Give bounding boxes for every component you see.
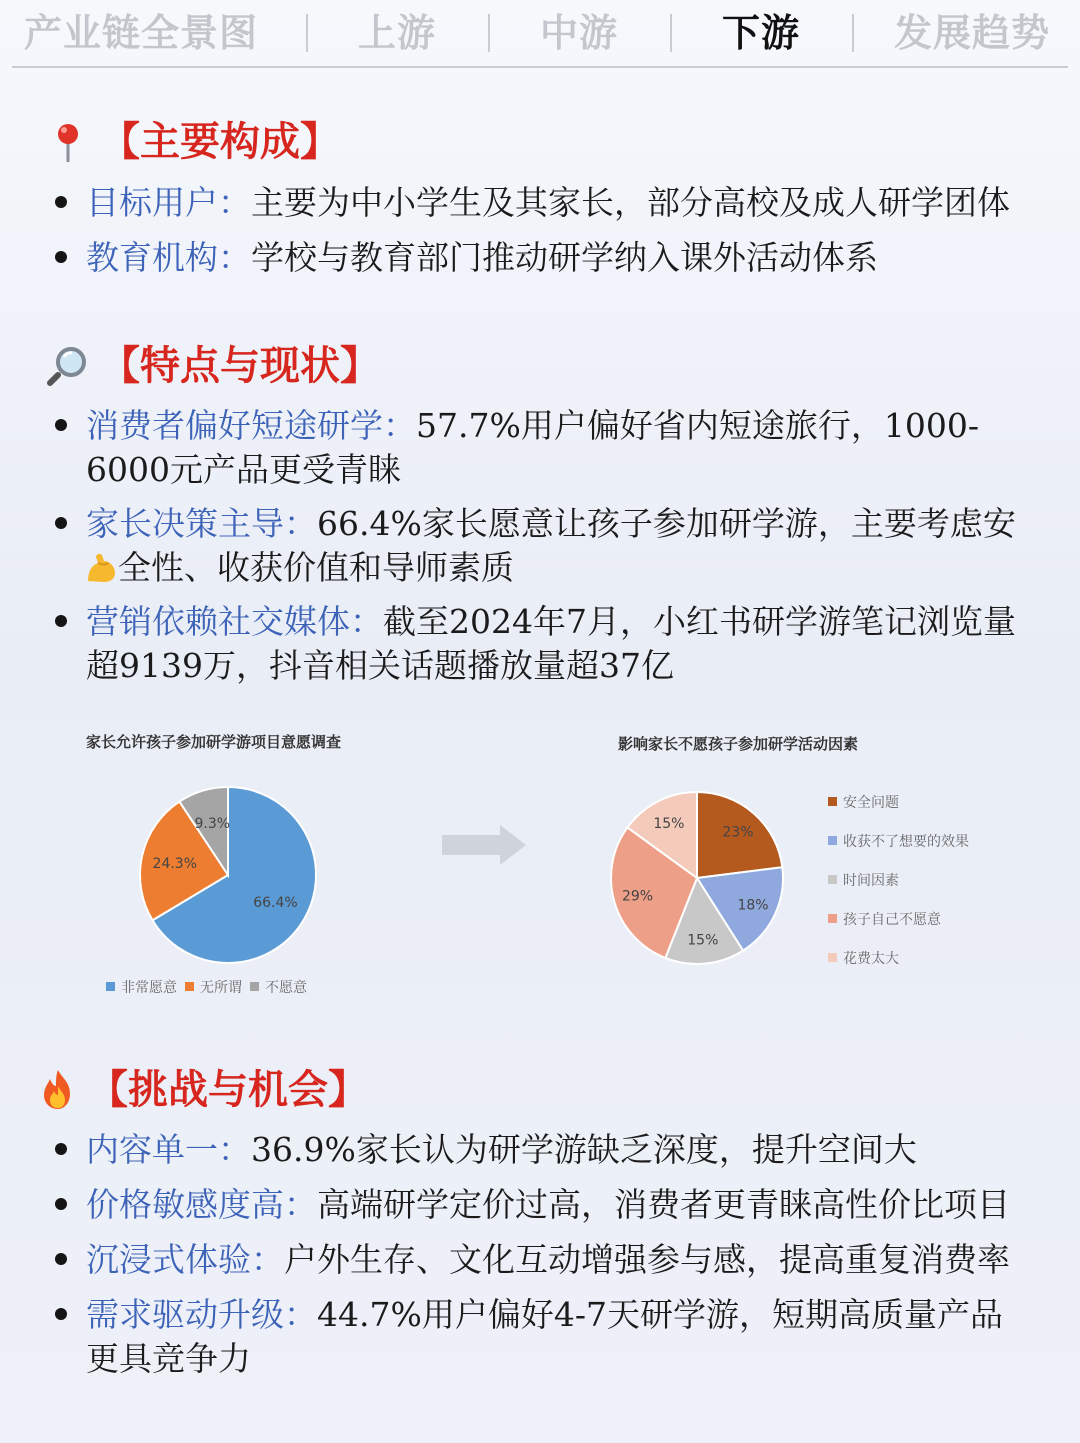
pie-data-label: 66.4% <box>253 894 298 911</box>
item-label: 价格敏感度高： <box>86 1185 317 1224</box>
pie-data-label: 9.3% <box>194 815 231 832</box>
bullet-dot <box>55 517 67 529</box>
item-text: 44.7%用户偏好4-7天研学游，短期高质量产品 <box>317 1295 1003 1334</box>
legend-entry <box>828 831 969 851</box>
chart-title-right: 影响家长不愿孩子参加研学活动因素 <box>618 735 859 753</box>
list-item <box>50 181 1040 225</box>
item-label: 需求驱动升级： <box>86 1295 317 1334</box>
legend-entry <box>250 977 307 997</box>
pie-data-label: 29% <box>621 888 654 905</box>
item-label: 目标用户： <box>86 183 251 222</box>
legend-label: 孩子自己不愿意 <box>843 912 941 928</box>
pie-data-label: 23% <box>722 824 754 841</box>
pie-chart-willingness <box>98 770 358 990</box>
bullet-dot <box>55 1253 67 1265</box>
bullet-dot <box>55 1143 67 1155</box>
fire-icon <box>36 1068 80 1112</box>
legend-swatch <box>828 953 837 962</box>
chart-legend-left <box>106 977 315 997</box>
legend-swatch <box>828 875 837 884</box>
item-text: 36.9%家长认为研学游缺乏深度，提升空间大 <box>251 1130 917 1169</box>
legend-label: 不愿意 <box>265 980 307 996</box>
top-nav <box>12 0 1068 68</box>
bullet-dot <box>55 1308 67 1320</box>
item-label: 家长决策主导： <box>86 504 317 543</box>
legend-entry <box>828 792 969 812</box>
tab-divider <box>670 14 672 52</box>
list-item <box>50 1128 1040 1172</box>
tab-industry-chain[interactable]: 产业链全景图 <box>24 10 259 55</box>
legend-label: 时间因素 <box>843 873 899 889</box>
flexed-biceps-icon <box>84 551 118 585</box>
bullet-dot <box>55 615 67 627</box>
legend-swatch <box>828 836 837 845</box>
legend-entry <box>185 977 242 997</box>
pie-data-label: 18% <box>737 897 769 914</box>
item-label: 内容单一： <box>86 1130 251 1169</box>
tab-upstream[interactable]: 上游 <box>358 10 437 55</box>
bullet-dot <box>55 419 67 431</box>
legend-swatch <box>828 797 837 806</box>
pin-icon <box>48 120 92 164</box>
magnifier-icon <box>46 343 90 387</box>
section-heading-features: 【特点与现状】 <box>100 342 380 389</box>
legend-entry <box>828 909 969 929</box>
bullet-dot <box>55 251 67 263</box>
tab-divider <box>488 14 490 52</box>
legend-entry <box>106 977 177 997</box>
section-heading-challenges: 【挑战与机会】 <box>88 1066 368 1113</box>
item-text-cont: 6000元产品更受青睐 <box>86 450 401 489</box>
tab-trends[interactable]: 发展趋势 <box>894 10 1051 55</box>
pie-data-label: 15% <box>687 932 719 949</box>
arrow-right-icon <box>440 823 530 867</box>
tab-divider <box>852 14 854 52</box>
legend-swatch <box>185 982 194 991</box>
list-item <box>50 236 1040 280</box>
legend-label: 非常愿意 <box>121 980 177 996</box>
pie-chart-factors <box>597 778 797 978</box>
legend-entry <box>828 948 969 968</box>
bullet-dot <box>55 196 67 208</box>
list-item <box>50 600 1040 688</box>
list-item <box>50 502 1040 590</box>
item-text-cont: 全性、收获价值和导师素质 <box>118 548 514 587</box>
legend-label: 收获不了想要的效果 <box>843 834 969 850</box>
section-heading-composition: 【主要构成】 <box>100 118 340 165</box>
legend-entry <box>828 870 969 890</box>
legend-swatch <box>828 914 837 923</box>
item-text-cont: 更具竞争力 <box>86 1339 251 1378</box>
item-label: 营销依赖社交媒体： <box>86 602 383 641</box>
item-text: 高端研学定价过高，消费者更青睐高性价比项目 <box>317 1185 1010 1224</box>
item-label: 消费者偏好短途研学： <box>86 406 416 445</box>
item-label: 教育机构： <box>86 238 251 277</box>
tab-midstream[interactable]: 中游 <box>540 10 619 55</box>
item-text: 户外生存、文化互动增强参与感，提高重复消费率 <box>284 1240 1010 1279</box>
bullet-dot <box>55 1198 67 1210</box>
chart-legend-right <box>828 792 969 987</box>
list-item <box>50 1183 1040 1227</box>
chart-title-left: 家长允许孩子参加研学游项目意愿调查 <box>86 733 342 751</box>
legend-label: 花费太大 <box>843 951 899 967</box>
item-text: 66.4%家长愿意让孩子参加研学游，主要考虑安 <box>317 504 1016 543</box>
pie-data-label: 15% <box>653 815 685 832</box>
legend-label: 无所谓 <box>200 980 242 996</box>
item-text: 主要为中小学生及其家长，部分高校及成人研学团体 <box>251 183 1010 222</box>
item-text: 学校与教育部门推动研学纳入课外活动体系 <box>251 238 878 277</box>
list-item <box>50 1238 1040 1282</box>
tab-downstream[interactable]: 下游 <box>722 10 801 55</box>
list-item <box>50 404 1040 492</box>
list-item <box>50 1293 1040 1381</box>
tab-divider <box>306 14 308 52</box>
legend-swatch <box>250 982 259 991</box>
item-label: 沉浸式体验： <box>86 1240 284 1279</box>
item-text: 截至2024年7月，小红书研学游笔记浏览量 <box>383 602 1016 641</box>
item-text-cont: 超9139万，抖音相关话题播放量超37亿 <box>86 646 674 685</box>
item-text: 57.7%用户偏好省内短途旅行，1000- <box>416 406 979 445</box>
legend-label: 安全问题 <box>843 795 899 811</box>
pie-data-label: 24.3% <box>152 855 198 872</box>
legend-swatch <box>106 982 115 991</box>
